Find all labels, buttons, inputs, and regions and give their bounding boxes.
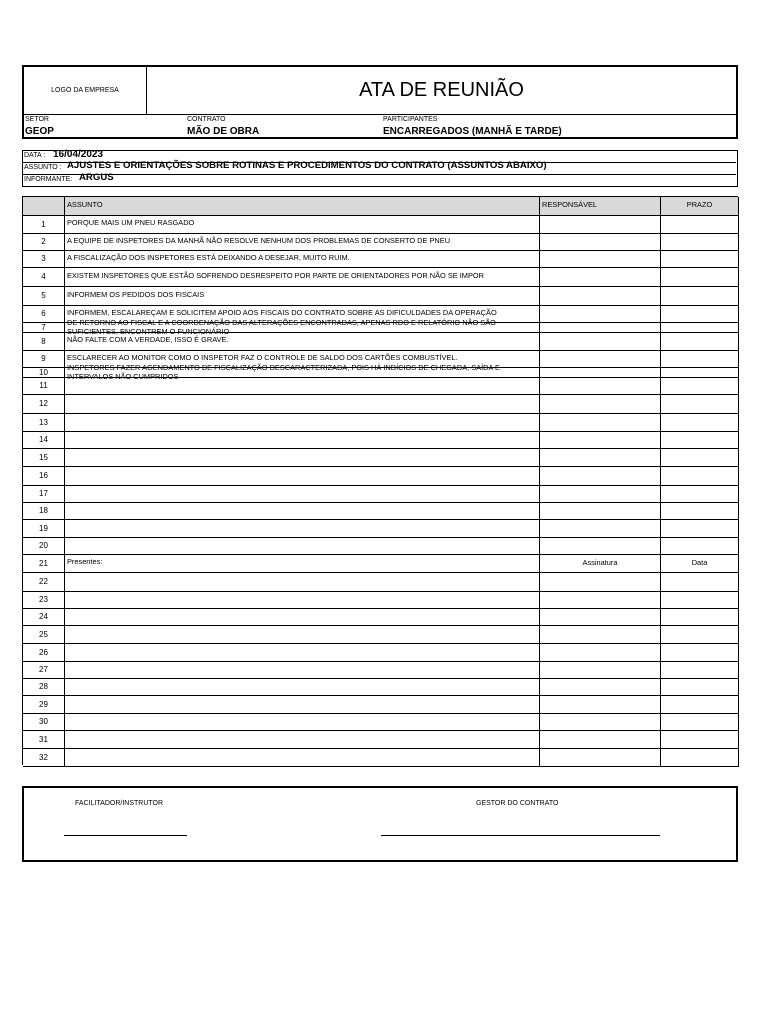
row-number: 11 (23, 377, 65, 394)
row-responsavel[interactable] (540, 519, 661, 537)
row-prazo[interactable] (661, 485, 739, 502)
row-assunto[interactable] (65, 215, 540, 233)
row-prazo[interactable] (661, 367, 739, 377)
row-number: 13 (23, 413, 65, 431)
row-number: 7 (23, 322, 65, 332)
row-assunto[interactable] (65, 713, 540, 730)
row-responsavel[interactable] (540, 413, 661, 431)
row-assunto[interactable] (65, 413, 540, 431)
row-assunto[interactable] (65, 572, 540, 591)
row-assunto[interactable] (65, 554, 540, 572)
row-number: 4 (23, 267, 65, 286)
row-responsavel[interactable] (540, 215, 661, 233)
row-responsavel[interactable] (540, 608, 661, 625)
row-assunto-text: EXISTEM INSPETORES QUE ESTÃO SOFRENDO DESRESPEITO POR PARTE DE ORIENTADORES POR NÃO SE IMPOR (67, 270, 484, 280)
row-number: 22 (23, 572, 65, 591)
row-assunto-text: DE RETORNO AO FISCAL E A COORDENAÇÃO DAS ALTERAÇÕES ENCONTRADAS, APENAS RDO E RELATÓRIO NÃO SÃO SUFICIENTES, ENCONTREM O FUNCIONÁRIO (67, 318, 496, 336)
row-assunto[interactable] (65, 643, 540, 661)
row-number: 28 (23, 678, 65, 695)
data-value: 16/04/2023 (53, 149, 104, 160)
facilitador-signature-line[interactable] (64, 835, 187, 836)
gestor-signature-line[interactable] (381, 835, 660, 836)
row-assunto[interactable] (65, 730, 540, 748)
row-number: 20 (23, 537, 65, 554)
row-responsavel[interactable] (540, 448, 661, 466)
row-assunto[interactable] (65, 332, 540, 350)
row-responsavel[interactable] (540, 267, 661, 286)
row-assunto[interactable] (65, 748, 540, 766)
row-assunto[interactable] (65, 267, 540, 286)
table-row (23, 519, 739, 538)
row-prazo[interactable] (661, 572, 739, 591)
setor-label: SETOR (25, 116, 49, 123)
data-column-label: Data (691, 558, 708, 567)
row-assunto[interactable] (65, 625, 540, 643)
row-assunto-text: INFORMEM, ESCALAREÇAM E SOLICITEM APOIO AOS FISCAIS DO CONTRATO SOBRE AS DIFICULDADES DA OPERAÇÃO (67, 307, 497, 317)
row-assunto-text: A EQUIPE DE INSPETORES DA MANHÃ NÃO RESOLVE NENHUM DOS PROBLEMAS DE CONSERTO DE PNEU (67, 235, 451, 245)
meeting-info-box (22, 150, 738, 187)
row-prazo[interactable] (661, 713, 739, 730)
gestor-label: GESTOR DO CONTRATO (476, 800, 559, 807)
table-row (23, 267, 739, 287)
subjects-table (22, 196, 738, 765)
row-number: 8 (23, 332, 65, 350)
table-row (23, 215, 739, 234)
row-number: 17 (23, 485, 65, 502)
row-number: 27 (23, 661, 65, 678)
header-assunto: ASSUNTO (65, 197, 540, 215)
row-prazo[interactable] (661, 431, 739, 448)
row-responsavel[interactable] (540, 713, 661, 730)
row-responsavel[interactable] (540, 377, 661, 394)
row-responsavel[interactable] (540, 322, 661, 332)
row-assunto[interactable] (65, 250, 540, 267)
table-row (23, 537, 739, 555)
row-responsavel[interactable] (540, 625, 661, 643)
row-responsavel[interactable] (540, 748, 661, 766)
row-number: 1 (23, 215, 65, 233)
header-divider (24, 114, 736, 115)
row-prazo[interactable] (661, 350, 739, 367)
row-prazo[interactable] (661, 377, 739, 394)
row-assunto[interactable] (65, 431, 540, 448)
row-assunto-text: INFORMEM OS PEDIDOS DOS FISCAIS (67, 289, 205, 299)
row-responsavel[interactable] (540, 537, 661, 554)
row-prazo[interactable] (661, 748, 739, 766)
row-prazo[interactable] (661, 215, 739, 233)
table-row (23, 485, 739, 503)
row-number: 16 (23, 466, 65, 485)
row-assunto[interactable] (65, 394, 540, 413)
table-row (23, 502, 739, 520)
row-responsavel[interactable] (540, 250, 661, 267)
row-prazo[interactable] (661, 332, 739, 350)
row-prazo[interactable] (661, 554, 739, 572)
contrato-value: MÃO DE OBRA (187, 126, 260, 137)
table-row (23, 448, 739, 467)
row-prazo[interactable] (661, 502, 739, 519)
row-number: 24 (23, 608, 65, 625)
row-number: 3 (23, 250, 65, 267)
row-number: 29 (23, 695, 65, 713)
assunto-label: ASSUNTO : (24, 164, 62, 171)
table-row (23, 678, 739, 696)
row-assunto[interactable] (65, 591, 540, 608)
row-responsavel[interactable] (540, 661, 661, 678)
row-responsavel[interactable] (540, 643, 661, 661)
row-responsavel[interactable] (540, 730, 661, 748)
row-assunto[interactable] (65, 537, 540, 554)
row-number: 25 (23, 625, 65, 643)
table-row (23, 233, 739, 251)
row-prazo[interactable] (661, 466, 739, 485)
row-assunto[interactable] (65, 502, 540, 519)
table-row (23, 643, 739, 662)
assinatura-label: Assinatura (582, 558, 618, 567)
row-responsavel[interactable] (540, 350, 661, 367)
header-box (22, 65, 738, 139)
row-responsavel[interactable] (540, 591, 661, 608)
row-prazo[interactable] (661, 678, 739, 695)
table-row (23, 572, 739, 592)
document-title: ATA DE REUNIÃO (359, 79, 524, 101)
table-row (23, 377, 739, 395)
table-row (23, 695, 739, 714)
header-number-cell (23, 197, 65, 215)
row-number: 15 (23, 448, 65, 466)
row-assunto[interactable] (65, 448, 540, 466)
row-prazo[interactable] (661, 305, 739, 322)
row-assunto[interactable] (65, 678, 540, 695)
row-responsavel[interactable] (540, 678, 661, 695)
row-prazo[interactable] (661, 250, 739, 267)
row-responsavel[interactable] (540, 332, 661, 350)
table-row (23, 661, 739, 679)
table-row (23, 713, 739, 731)
informante-label: INFORMANTE: (24, 176, 73, 183)
row-prazo[interactable] (661, 448, 739, 466)
table-row (23, 413, 739, 432)
row-responsavel[interactable] (540, 485, 661, 502)
row-prazo[interactable] (661, 267, 739, 286)
row-responsavel[interactable] (540, 286, 661, 305)
company-logo-placeholder: LOGO DA EMPRESA (24, 67, 147, 114)
row-assunto[interactable] (65, 377, 540, 394)
row-assunto[interactable] (65, 286, 540, 305)
informante-value: ARGUS (79, 172, 114, 183)
row-assunto[interactable] (65, 661, 540, 678)
row-assunto-text: PORQUE MAIS UM PNEU RASGADO (67, 218, 195, 227)
assunto-value: AJUSTES E ORIENTAÇÕES SOBRE ROTINAS E PROCEDIMENTOS DO CONTRATO (ASSUNTOS ABAIXO) (67, 160, 547, 171)
row-assunto-text: INSPETORES FAZER AGENDAMENTO DE FISCALIZAÇÃO DESCARACTERIZADA, POIS HÁ INDÍCIOS DE CHEGADA, SAÍDA E INTERVALOS NÃO CUMPRIDOS (67, 363, 500, 381)
row-prazo[interactable] (661, 625, 739, 643)
row-assunto[interactable] (65, 363, 540, 381)
row-number: 2 (23, 233, 65, 250)
row-responsavel[interactable] (540, 695, 661, 713)
header-prazo: PRAZO (661, 197, 739, 215)
table-row (23, 625, 739, 644)
row-prazo[interactable] (661, 591, 739, 608)
table-row (23, 554, 739, 573)
table-row (23, 748, 739, 767)
facilitador-label: FACILITADOR/INSTRUTOR (75, 800, 164, 807)
row-number: 5 (23, 286, 65, 305)
row-assunto-text: NÃO FALTE COM A VERDADE, ISSO É GRAVE. (67, 335, 229, 344)
row-responsavel[interactable] (540, 554, 661, 572)
row-prazo[interactable] (661, 730, 739, 748)
row-prazo[interactable] (661, 695, 739, 713)
row-prazo[interactable] (661, 643, 739, 661)
row-responsavel[interactable] (540, 431, 661, 448)
row-assunto[interactable] (65, 466, 540, 485)
row-assunto[interactable] (65, 608, 540, 625)
row-number: 19 (23, 519, 65, 537)
row-responsavel[interactable] (540, 367, 661, 377)
row-prazo[interactable] (661, 537, 739, 554)
table-row (23, 332, 739, 351)
row-prazo[interactable] (661, 233, 739, 250)
row-prazo[interactable] (661, 519, 739, 537)
row-responsavel[interactable] (540, 466, 661, 485)
row-prazo[interactable] (661, 286, 739, 305)
row-number: 23 (23, 591, 65, 608)
table-row (23, 591, 739, 609)
header-responsavel: RESPONSÁVEL (540, 197, 661, 215)
table-row (23, 730, 739, 749)
row-responsavel[interactable] (540, 305, 661, 322)
table-row (23, 431, 739, 449)
table-row (23, 250, 739, 268)
row-prazo[interactable] (661, 608, 739, 625)
row-responsavel[interactable] (540, 502, 661, 519)
row-responsavel[interactable] (540, 233, 661, 250)
row-responsavel[interactable] (540, 572, 661, 591)
row-number: 18 (23, 502, 65, 519)
table-row (23, 394, 739, 414)
row-number: 14 (23, 431, 65, 448)
info-divider (23, 174, 736, 175)
row-number: 26 (23, 643, 65, 661)
row-number: 31 (23, 730, 65, 748)
setor-value: GEOP (25, 126, 54, 137)
table-row (23, 608, 739, 626)
row-number: 21 (23, 554, 65, 572)
row-number: 32 (23, 748, 65, 766)
row-prazo[interactable] (661, 413, 739, 431)
row-number: 30 (23, 713, 65, 730)
row-assunto-text: A FISCALIZAÇÃO DOS INSPETORES ESTÁ DEIXANDO A DESEJAR, MUITO RUIM. (67, 252, 350, 262)
signature-box (22, 786, 738, 862)
presentes-label: Presentes: (67, 557, 103, 566)
participantes-value: ENCARREGADOS (MANHÃ E TARDE) (383, 126, 562, 137)
row-number: 9 (23, 350, 65, 367)
row-assunto[interactable] (65, 485, 540, 502)
row-assunto[interactable] (65, 519, 540, 537)
row-assunto-text: ESCLARECER AO MONITOR COMO O INSPETOR FAZ O CONTROLE DE SALDO DOS CARTÕES COMBUSTÍVEL. (67, 352, 458, 362)
row-assunto[interactable] (65, 695, 540, 713)
table-row (23, 466, 739, 486)
contrato-label: CONTRATO (187, 116, 226, 123)
row-assunto[interactable] (65, 318, 540, 336)
table-row (23, 286, 739, 306)
row-responsavel[interactable] (540, 394, 661, 413)
table-header-row (23, 197, 739, 216)
row-number: 6 (23, 305, 65, 322)
row-assunto[interactable] (65, 233, 540, 250)
participantes-label: PARTICIPANTES (383, 116, 438, 123)
row-number: 10 (23, 367, 65, 377)
row-prazo[interactable] (661, 394, 739, 413)
row-prazo[interactable] (661, 322, 739, 332)
data-label: DATA : (24, 152, 46, 159)
row-prazo[interactable] (661, 661, 739, 678)
row-number: 12 (23, 394, 65, 413)
